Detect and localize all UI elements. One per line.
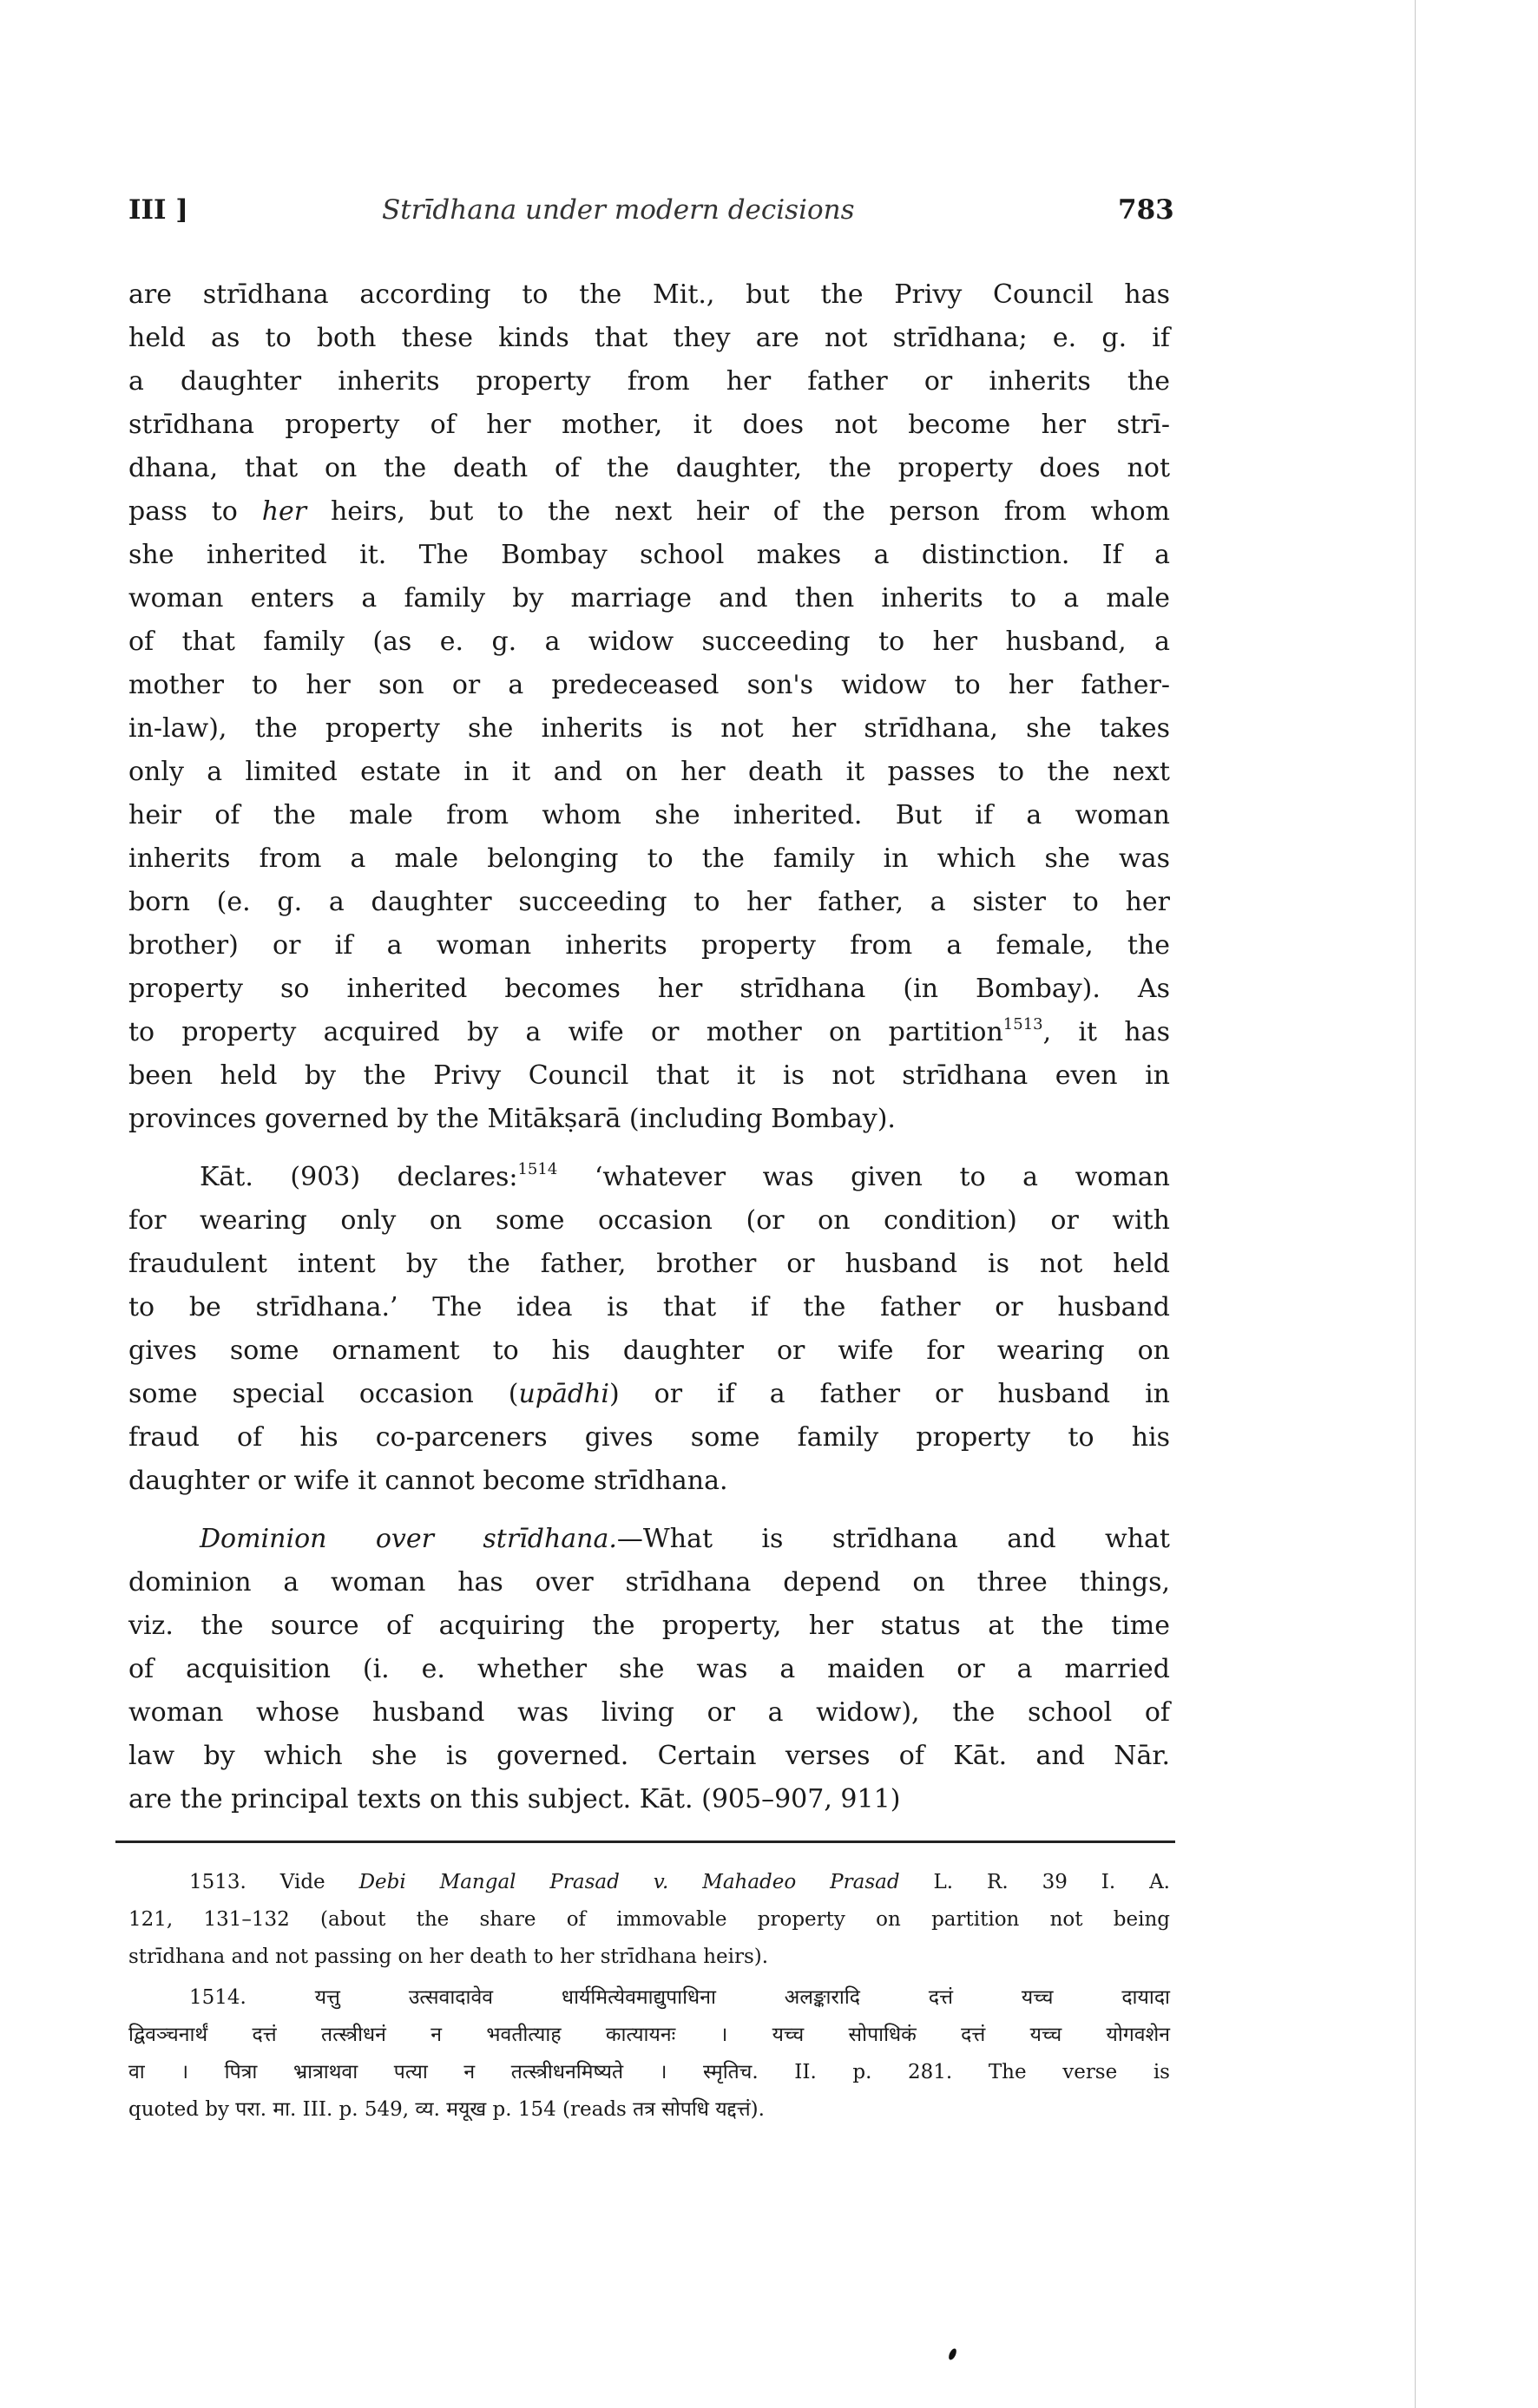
text-line: [128, 1460, 1170, 1503]
text-segment: 121, 131–132 (about the share of immovable property on partition not being: [128, 1908, 1170, 1931]
text-segment: pass to: [128, 496, 262, 527]
text-line: [128, 273, 1170, 317]
text-segment: ‘whatever was given to a woman: [557, 1162, 1171, 1192]
text-line: [128, 404, 1170, 447]
running-title: Strīdhana under modern decisions: [382, 194, 855, 226]
text-segment: held as to both these kinds that they are not strīdhana; e. g. if: [128, 323, 1170, 353]
footnote-divider: [115, 1840, 1175, 1843]
text-segment: brother) or if a woman inherits property from a female, the: [128, 930, 1170, 961]
paragraph: [128, 1518, 1170, 1821]
text-line: [128, 1735, 1170, 1778]
text-line: [128, 490, 1170, 534]
text-line: [128, 1561, 1170, 1604]
text-line: [128, 620, 1170, 664]
footnote-line: [128, 1901, 1170, 1939]
text-line: [128, 1286, 1170, 1329]
text-line: [128, 794, 1170, 837]
page-edge-line: [1415, 0, 1416, 2408]
text-segment: , it has: [1042, 1017, 1170, 1047]
text-segment: property so inherited becomes her strīdhana (in Bombay). As: [128, 974, 1170, 1004]
text-line: [128, 664, 1170, 707]
footnote: [128, 1864, 1170, 1976]
text-segment: 1513. Vide: [189, 1871, 359, 1893]
text-segment: provinces governed by the Mitākṣarā (including Bombay).: [128, 1104, 896, 1134]
text-segment: gives some ornament to his daughter or wife for wearing on: [128, 1335, 1170, 1366]
text-segment: mother to her son or a predeceased son's widow to her father-: [128, 670, 1170, 700]
text-segment: daughter or wife it cannot become strīdhana.: [128, 1466, 728, 1496]
text-line: [128, 360, 1170, 404]
text-line: [128, 317, 1170, 360]
text-segment: woman enters a family by marriage and then inherits to a male: [128, 583, 1170, 613]
text-segment: द्विवञ्चनार्थं दत्तं तत्स्त्रीधनं न भवतीत्याह कात्यायनः । यच्च सोपाधिकं दत्तं यच्च योगवशेन: [128, 2024, 1170, 2046]
text-segment: of that family (as e. g. a widow succeeding to her husband, a: [128, 627, 1170, 657]
italic-text: Debi Mangal Prasad v. Mahadeo Prasad: [358, 1871, 900, 1893]
text-line: [128, 837, 1170, 881]
text-line: [128, 1011, 1170, 1054]
text-line: [128, 1156, 1170, 1199]
text-segment: 1514. यत्तु उत्सवादावेव धार्यमित्येवमाद्युपाधिना अलङ्कारादि दत्तं यच्च दायादा: [189, 1986, 1170, 2009]
text-segment: law by which she is governed. Certain verses of Kāt. and Nār.: [128, 1741, 1170, 1771]
text-segment: L. R. 39 I. A.: [899, 1871, 1170, 1893]
text-segment: heir of the male from whom she inherited. But if a woman: [128, 800, 1170, 830]
text-line: [128, 1648, 1170, 1691]
text-segment: —What is strīdhana and what: [616, 1524, 1170, 1554]
text-line: [128, 968, 1170, 1011]
text-segment: inherits from a male belonging to the family in which she was: [128, 843, 1170, 874]
text-line: [128, 1243, 1170, 1286]
footnote-reference: 1514: [517, 1160, 558, 1178]
text-line: [128, 1199, 1170, 1243]
text-line: [128, 1691, 1170, 1735]
italic-text: her: [261, 496, 307, 527]
text-line: [128, 1098, 1170, 1141]
text-line: [128, 1329, 1170, 1373]
text-segment: वा । पित्रा भ्रात्राथवा पत्या न तत्स्त्रीधनमिष्यते । स्मृतिच. II. p. 281. The verse is: [128, 2061, 1170, 2083]
text-segment: Kāt. (903) declares:: [200, 1162, 518, 1192]
paragraph: [128, 273, 1170, 1141]
text-segment: for wearing only on some occasion (or on condition) or with: [128, 1205, 1170, 1236]
text-segment: in-law), the property she inherits is not her strīdhana, she takes: [128, 713, 1170, 744]
text-segment: to property acquired by a wife or mother on partition: [128, 1017, 1003, 1047]
footnote-line: [128, 1864, 1170, 1901]
text-line: [128, 1416, 1170, 1460]
footnote-reference: 1513: [1002, 1015, 1043, 1033]
text-segment: fraudulent intent by the father, brother or husband is not held: [128, 1249, 1170, 1279]
text-segment: heirs, but to the next heir of the person from whom: [306, 496, 1170, 527]
text-line: [128, 924, 1170, 968]
text-segment: are the principal texts on this subject. Kāt. (905–907, 911): [128, 1784, 901, 1814]
text-segment: of acquisition (i. e. whether she was a maiden or a married: [128, 1654, 1170, 1684]
text-segment: only a limited estate in it and on her death it passes to the next: [128, 757, 1170, 787]
text-segment: to be strīdhana.’ The idea is that if the father or husband: [128, 1292, 1170, 1322]
page-number: 783: [1118, 194, 1174, 226]
text-segment: strīdhana property of her mother, it does not become her strī-: [128, 410, 1170, 440]
paragraph: [128, 1156, 1170, 1503]
text-segment: quoted by परा. मा. III. p. 549, व्य. मयूख p. 154 (reads तत्र सोपधि यद्दत्तं).: [128, 2098, 765, 2121]
text-segment: dominion a woman has over strīdhana depend on three things,: [128, 1567, 1170, 1598]
italic-text: Dominion over strīdhana.: [200, 1524, 617, 1554]
text-segment: woman whose husband was living or a widow), the school of: [128, 1697, 1170, 1728]
text-line: [128, 707, 1170, 751]
body-text: [128, 273, 1170, 1836]
text-segment: are strīdhana according to the Mit., but the Privy Council has: [128, 279, 1170, 310]
text-line: [128, 1054, 1170, 1098]
text-line: [128, 1518, 1170, 1561]
text-segment: fraud of his co-parceners gives some family property to his: [128, 1422, 1170, 1453]
text-segment: some special occasion (: [128, 1379, 519, 1409]
text-segment: a daughter inherits property from her father or inherits the: [128, 366, 1170, 397]
text-segment: viz. the source of acquiring the property, her status at the time: [128, 1611, 1170, 1641]
footnote-line: [128, 1979, 1170, 2017]
text-line: [128, 1604, 1170, 1648]
text-line: [128, 1778, 1170, 1821]
footnote-line: [128, 2054, 1170, 2091]
text-line: [128, 1373, 1170, 1416]
text-segment: been held by the Privy Council that it is not strīdhana even in: [128, 1060, 1170, 1091]
text-segment: strīdhana and not passing on her death to her strīdhana heirs).: [128, 1945, 769, 1968]
text-line: [128, 534, 1170, 577]
text-segment: she inherited it. The Bombay school makes a distinction. If a: [128, 540, 1170, 570]
text-segment: ) or if a father or husband in: [609, 1379, 1170, 1409]
footnote: [128, 1979, 1170, 2129]
footnote-line: [128, 2091, 1170, 2129]
text-line: [128, 577, 1170, 620]
text-line: [128, 447, 1170, 490]
footnote-line: [128, 1939, 1170, 1976]
footnotes: [128, 1864, 1170, 2132]
text-segment: born (e. g. a daughter succeeding to her father, a sister to her: [128, 887, 1170, 917]
italic-text: upādhi: [518, 1379, 609, 1409]
text-line: [128, 881, 1170, 924]
footnote-line: [128, 2017, 1170, 2054]
text-line: [128, 751, 1170, 794]
text-segment: dhana, that on the death of the daughter, the property does not: [128, 453, 1170, 483]
section-marker: III ]: [128, 194, 188, 226]
ink-speck: [947, 2347, 957, 2361]
